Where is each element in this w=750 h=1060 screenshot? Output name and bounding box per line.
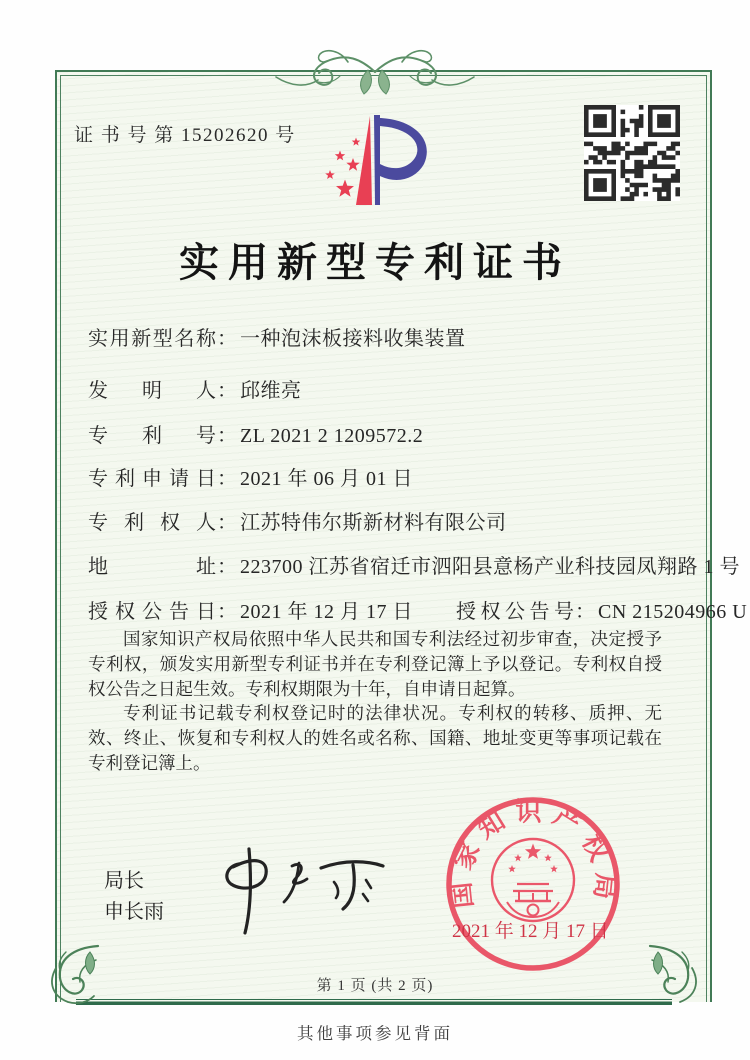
field-row-filing-date [88, 462, 413, 491]
national-emblem-icon [492, 839, 574, 921]
field-label: 授权公告日 [88, 601, 216, 623]
signer-name: 申长雨 [104, 901, 164, 923]
field-colon: ： [217, 380, 237, 402]
field-value: CN 215204966 U [598, 601, 748, 623]
cnipa-official-seal [443, 794, 623, 974]
field-label: 专利号 [88, 425, 216, 447]
field-row-inventor [88, 374, 302, 403]
field-value: 2021 年 12 月 17 日 [240, 601, 413, 623]
field-label: 专利权人 [88, 512, 216, 534]
field-row-grant-date [88, 595, 748, 624]
field-label: 实用新型名称 [88, 328, 216, 350]
director-signature-icon [215, 843, 395, 941]
field-label: 授权公告号 [456, 601, 574, 623]
page-number: 第 1 页 (共 2 页) [316, 978, 434, 994]
field-row-address [88, 550, 740, 579]
field-row-name [88, 322, 466, 351]
signer-block [104, 866, 164, 928]
top-flourish-ornament [262, 42, 488, 104]
bottom-border-rule [76, 999, 672, 1005]
field-colon: ： [217, 556, 237, 578]
field-value: 223700 江苏省宿迁市泗阳县意杨产业科技园凤翔路 1 号 [240, 556, 740, 578]
field-value: 2021 年 06 月 01 日 [240, 468, 413, 490]
field-row-patentee [88, 506, 507, 535]
field-colon: ： [217, 468, 237, 490]
field-row-grant-no [456, 595, 747, 624]
field-label: 专利申请日 [88, 468, 216, 490]
field-value: 邱维亮 [240, 380, 302, 402]
qr-code [584, 105, 680, 201]
legal-text-block [88, 627, 662, 776]
field-label: 地址 [88, 556, 216, 578]
signer-title: 局长 [104, 870, 144, 892]
field-colon: ： [217, 425, 237, 447]
page-title: 实用新型专利证书 [179, 240, 571, 285]
field-colon: ： [217, 328, 237, 350]
field-colon: ： [217, 512, 237, 534]
field-row-patent-no [88, 419, 423, 448]
field-label: 发明人 [88, 380, 216, 402]
grant-paragraph: 国家知识产权局依照中华人民共和国专利法经过初步审查，决定授予专利权，颁发实用新型专利证书并在专利登记簿上予以登记。专利权自授权公告之日起生效。专利权期限为十年，自申请日起算。 [88, 629, 662, 699]
certificate-number: 证 书 号 第 15202620 号 [74, 125, 296, 146]
seal-date: 2021 年 12 月 17 日 [452, 921, 609, 942]
back-side-note: 其他事项参见背面 [297, 1024, 453, 1043]
register-paragraph: 专利证书记载专利权登记时的法律状况。专利权的转移、质押、无效、终止、恢复和专利权人的姓名或名称、国籍、地址变更等事项记载在专利登记簿上。 [88, 703, 662, 773]
cnipa-logo-icon [312, 112, 442, 212]
field-value: 一种泡沫板接料收集装置 [240, 328, 466, 350]
field-colon: ： [217, 601, 237, 623]
field-value: 江苏特伟尔斯新材料有限公司 [240, 512, 507, 534]
field-value: ZL 2021 2 1209572.2 [240, 425, 424, 447]
seal-ring-text: 国家知识产权局 [445, 797, 621, 910]
field-colon: ： [575, 601, 595, 623]
